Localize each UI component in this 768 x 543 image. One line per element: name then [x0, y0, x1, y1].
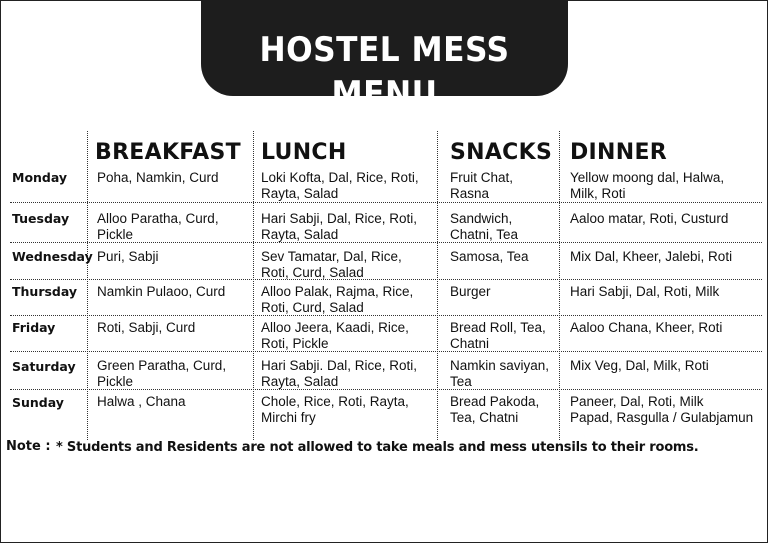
- title-banner: [201, 0, 568, 114]
- dinner-cell: Yellow moong dal, Halwa, Milk, Roti: [570, 170, 725, 201]
- header-dinner: DINNER: [570, 140, 668, 165]
- snacks-cell: Fruit Chat, Rasna: [450, 170, 514, 201]
- note-label: Note :: [6, 439, 51, 454]
- lunch-cell: Alloo Jeera, Kaadi, Rice, Roti, Pickle: [261, 320, 409, 351]
- breakfast-cell: Roti, Sabji, Curd: [97, 320, 196, 335]
- dinner-cell: Aaloo Chana, Kheer, Roti: [570, 320, 723, 335]
- day-label: Sunday: [12, 395, 64, 410]
- day-label: Thursday: [12, 284, 78, 299]
- header-snacks: SNACKS: [450, 140, 553, 165]
- day-label: Tuesday: [12, 211, 70, 226]
- snacks-cell: Bread Roll, Tea, Chatni: [450, 320, 546, 351]
- lunch-cell: Hari Sabji, Dal, Rice, Roti, Rayta, Salad: [261, 211, 418, 242]
- column-divider: [437, 131, 438, 440]
- snacks-cell: Sandwich, Chatni, Tea: [450, 211, 519, 242]
- snacks-cell: Bread Pakoda, Tea, Chatni: [450, 394, 540, 425]
- dinner-cell: Mix Dal, Kheer, Jalebi, Roti: [570, 249, 733, 264]
- day-label: Monday: [12, 170, 68, 185]
- day-label: Saturday: [12, 359, 76, 374]
- header-breakfast: BREAKFAST: [95, 140, 241, 165]
- column-divider: [559, 131, 560, 440]
- page-title: HOSTEL MESS MENU: [259, 30, 510, 114]
- breakfast-cell: Puri, Sabji: [97, 249, 159, 264]
- note-text: * Students and Residents are not allowed to take meals and mess utensils to their rooms.: [56, 440, 699, 455]
- dinner-cell: Paneer, Dal, Roti, Milk Papad, Rasgulla / Gulabjamun: [570, 394, 754, 425]
- breakfast-cell: Alloo Paratha, Curd, Pickle: [97, 211, 219, 242]
- dinner-cell: Mix Veg, Dal, Milk, Roti: [570, 358, 709, 373]
- snacks-cell: Samosa, Tea: [450, 249, 529, 264]
- header-lunch: LUNCH: [261, 140, 347, 165]
- dinner-cell: Hari Sabji, Dal, Roti, Milk: [570, 284, 720, 299]
- snacks-cell: Burger: [450, 284, 491, 299]
- lunch-cell: Sev Tamatar, Dal, Rice, Roti, Curd, Salad: [261, 249, 402, 280]
- day-label: Wednesday: [12, 249, 93, 264]
- row-divider: [10, 202, 762, 203]
- dinner-cell: Aaloo matar, Roti, Custurd: [570, 211, 729, 226]
- breakfast-cell: Green Paratha, Curd, Pickle: [97, 358, 227, 389]
- day-label: Friday: [12, 320, 56, 335]
- column-divider: [87, 131, 88, 440]
- breakfast-cell: Poha, Namkin, Curd: [97, 170, 219, 185]
- breakfast-cell: Namkin Pulaoo, Curd: [97, 284, 226, 299]
- breakfast-cell: Halwa , Chana: [97, 394, 186, 409]
- lunch-cell: Alloo Palak, Rajma, Rice, Roti, Curd, Salad: [261, 284, 414, 315]
- lunch-cell: Loki Kofta, Dal, Rice, Roti, Rayta, Salad: [261, 170, 419, 201]
- column-divider: [253, 131, 254, 440]
- snacks-cell: Namkin saviyan, Tea: [450, 358, 550, 389]
- lunch-cell: Hari Sabji. Dal, Rice, Roti, Rayta, Salad: [261, 358, 418, 389]
- lunch-cell: Chole, Rice, Roti, Rayta, Mirchi fry: [261, 394, 409, 425]
